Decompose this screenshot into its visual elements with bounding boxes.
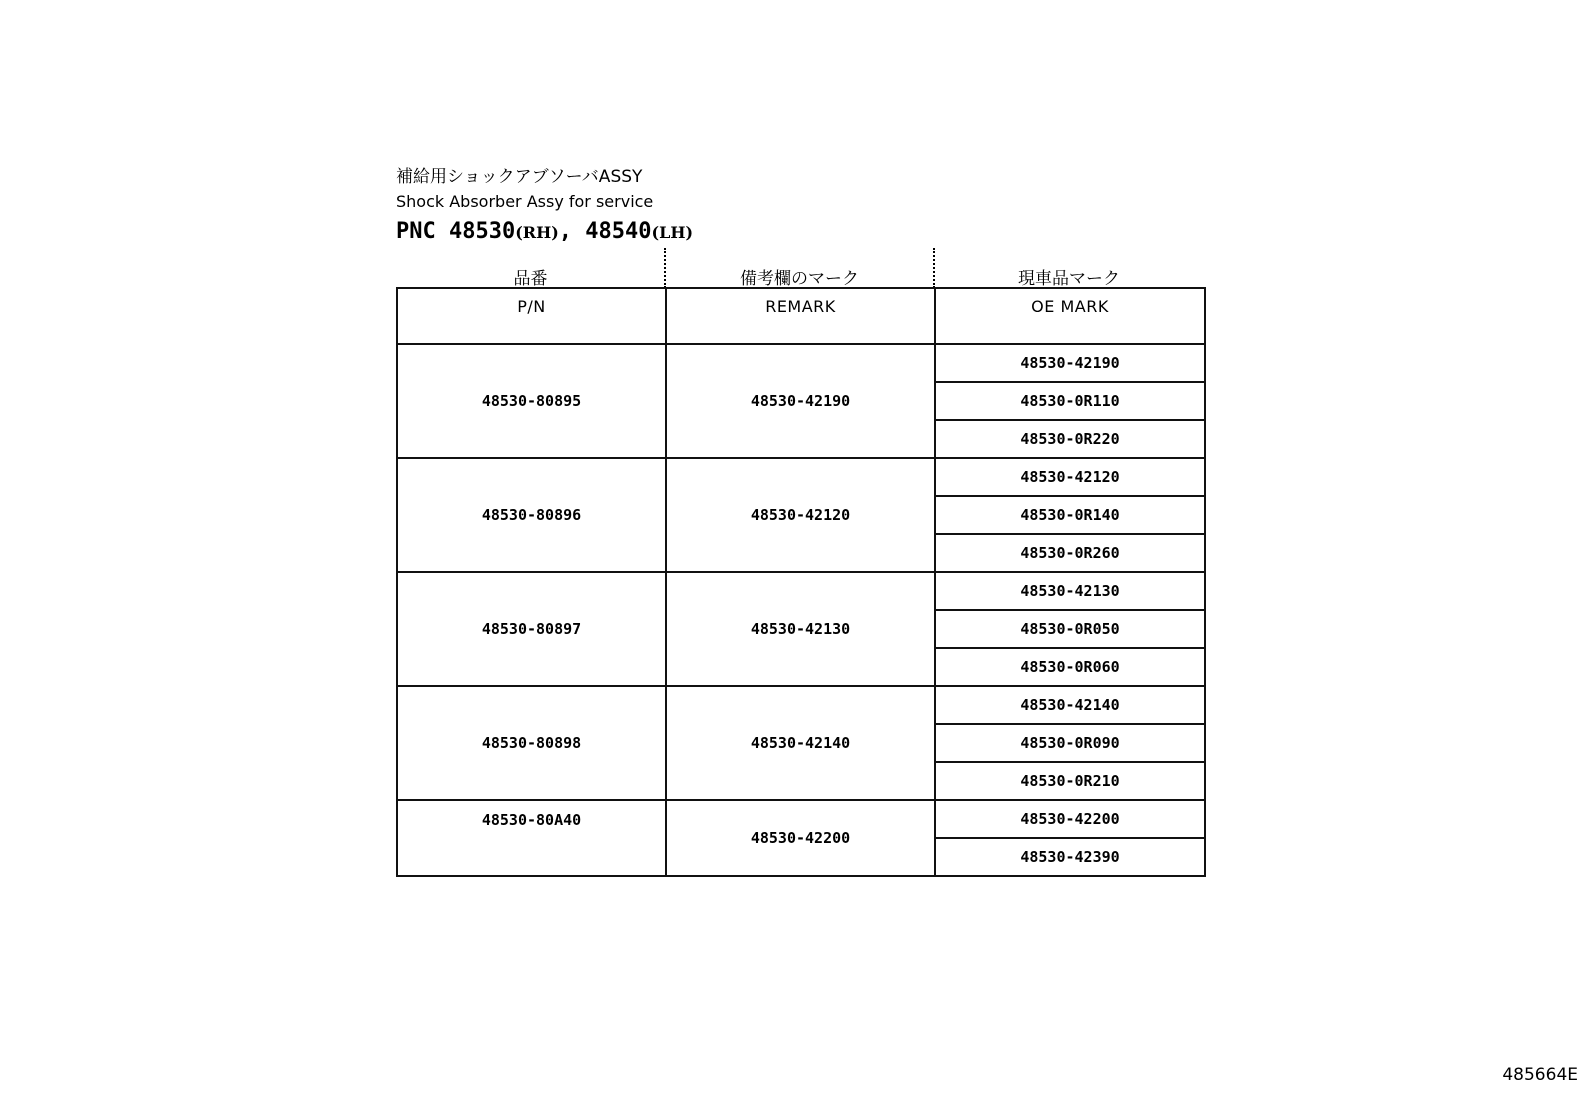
column-heading-jp-pn: 品番 (513, 269, 548, 288)
remark-cell: 48530-42120 (666, 458, 935, 572)
oe-mark-cell: 48530-0R220 (935, 420, 1205, 458)
table-row (397, 800, 1205, 838)
title-english: Shock Absorber Assy for service (396, 192, 654, 211)
title-japanese: 補給用ショックアブソーバASSY (396, 167, 643, 187)
table-row (397, 458, 1205, 496)
oe-mark-cell: 48530-42200 (935, 800, 1205, 838)
pn-cell: 48530-80A40 (397, 800, 666, 876)
pnc-lh-side: (LH) (651, 223, 694, 242)
oe-mark-cell: 48530-42120 (935, 458, 1205, 496)
pnc-line (396, 218, 693, 247)
column-heading-jp-remark: 備考欄のマーク (740, 269, 859, 288)
pnc-rh-number: 48530 (449, 219, 516, 244)
header-row (397, 288, 1205, 344)
table-row (397, 344, 1205, 382)
table-row (397, 572, 1205, 610)
pnc-separator: , (558, 219, 573, 244)
column-heading-jp-oe: 現車品マーク (1018, 269, 1120, 288)
oe-mark-cell: 48530-0R110 (935, 382, 1205, 420)
oe-mark-cell: 48530-42130 (935, 572, 1205, 610)
oe-mark-cell: 48530-0R260 (935, 534, 1205, 572)
remark-cell: 48530-42190 (666, 344, 935, 458)
table-row (397, 686, 1205, 724)
pn-cell: 48530-80896 (397, 458, 666, 572)
remark-cell: 48530-42130 (666, 572, 935, 686)
pn-cell: 48530-80898 (397, 686, 666, 800)
illustration-id: 485664E (1502, 1065, 1578, 1085)
oe-mark-cell: 48530-0R060 (935, 648, 1205, 686)
remark-cell: 48530-42200 (666, 800, 935, 876)
pn-cell: 48530-80897 (397, 572, 666, 686)
oe-mark-cell: 48530-0R210 (935, 762, 1205, 800)
oe-mark-cell: 48530-0R090 (935, 724, 1205, 762)
column-header-oe-mark: OE MARK (935, 288, 1205, 344)
oe-mark-cell: 48530-0R140 (935, 496, 1205, 534)
pnc-rh-side: (RH) (515, 223, 559, 242)
remark-cell: 48530-42140 (666, 686, 935, 800)
pn-cell: 48530-80895 (397, 344, 666, 458)
parts-table (396, 287, 1206, 877)
pnc-label: PNC (396, 219, 436, 244)
oe-mark-cell: 48530-42390 (935, 838, 1205, 876)
oe-mark-cell: 48530-0R050 (935, 610, 1205, 648)
oe-mark-cell: 48530-42190 (935, 344, 1205, 382)
column-header-pn: P/N (397, 288, 666, 344)
oe-mark-cell: 48530-42140 (935, 686, 1205, 724)
column-header-remark: REMARK (666, 288, 935, 344)
pnc-lh-number: 48540 (585, 219, 652, 244)
